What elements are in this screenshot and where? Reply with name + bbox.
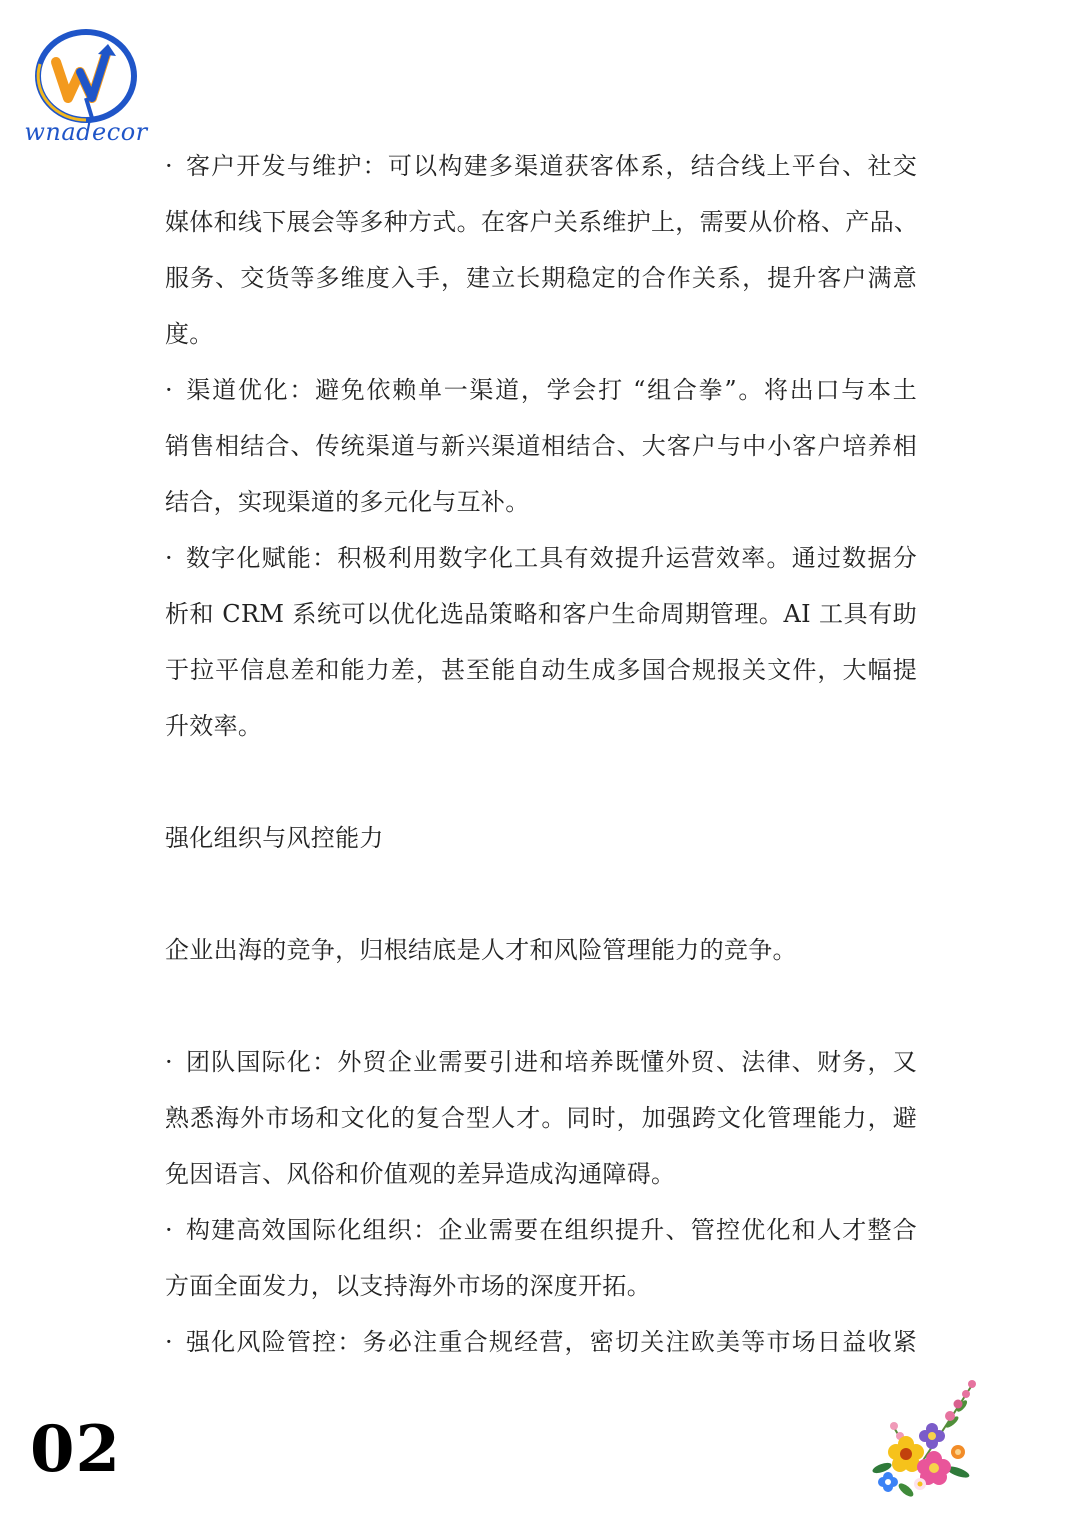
- paragraph-line: · 构建高效国际化组织：企业需要在组织提升、管控优化和人才整合: [165, 1202, 917, 1258]
- paragraph-line: 结合，实现渠道的多元化与互补。: [165, 488, 530, 516]
- section-heading: 强化组织与风控能力: [165, 824, 384, 852]
- paragraph-line: 方面全面发力，以支持海外市场的深度开拓。: [165, 1272, 651, 1300]
- intro-sentence: 企业出海的竞争，归根结底是人才和风险管理能力的竞争。: [165, 936, 797, 964]
- paragraph-line: 免因语言、风俗和价值观的差异造成沟通障碍。: [165, 1160, 676, 1188]
- bullet-dot: ·: [165, 1328, 173, 1356]
- paragraph-line: 析和 CRM 系统可以优化选品策略和客户生命周期管理。AI 工具有助: [165, 600, 917, 628]
- paragraph-line: · 数字化赋能：积极利用数字化工具有效提升运营效率。通过数据分: [165, 530, 917, 586]
- paragraph-line: 升效率。: [165, 712, 263, 740]
- page-number: 02: [30, 1412, 122, 1487]
- paragraph-line: · 渠道优化：避免依赖单一渠道，学会打 “组合拳”。将出口与本土: [165, 362, 917, 418]
- paragraph-line: 于拉平信息差和能力差，甚至能自动生成多国合规报关文件，大幅提: [165, 656, 917, 684]
- article-body: [165, 138, 917, 1370]
- paragraph-line: 熟悉海外市场和文化的复合型人才。同时，加强跨文化管理能力，避: [165, 1104, 917, 1132]
- paragraph-line: · 客户开发与维护：可以构建多渠道获客体系，结合线上平台、社交: [165, 138, 917, 194]
- bullet-dot: ·: [165, 376, 173, 404]
- bullet-dot: ·: [165, 152, 173, 180]
- bullet-dot: ·: [165, 1048, 173, 1076]
- paragraph-line: 销售相结合、传统渠道与新兴渠道相结合、大客户与中小客户培养相: [165, 432, 917, 460]
- paragraph-line: · 团队国际化：外贸企业需要引进和培养既懂外贸、法律、财务，又: [165, 1034, 917, 1090]
- flower-decoration-icon: [862, 1372, 990, 1502]
- paragraph-line: 媒体和线下展会等多种方式。在客户关系维护上，需要从价格、产品、: [165, 208, 919, 236]
- paragraph-line: 服务、交货等多维度入手，建立长期稳定的合作关系，提升客户满意: [165, 264, 917, 292]
- paragraph-line: 度。: [165, 320, 214, 348]
- paragraph-line: · 强化风险管控：务必注重合规经营，密切关注欧美等市场日益收紧: [165, 1314, 917, 1370]
- bullet-dot: ·: [165, 544, 173, 572]
- logo-brand-text: wnadecor: [24, 118, 148, 146]
- bullet-dot: ·: [165, 1216, 173, 1244]
